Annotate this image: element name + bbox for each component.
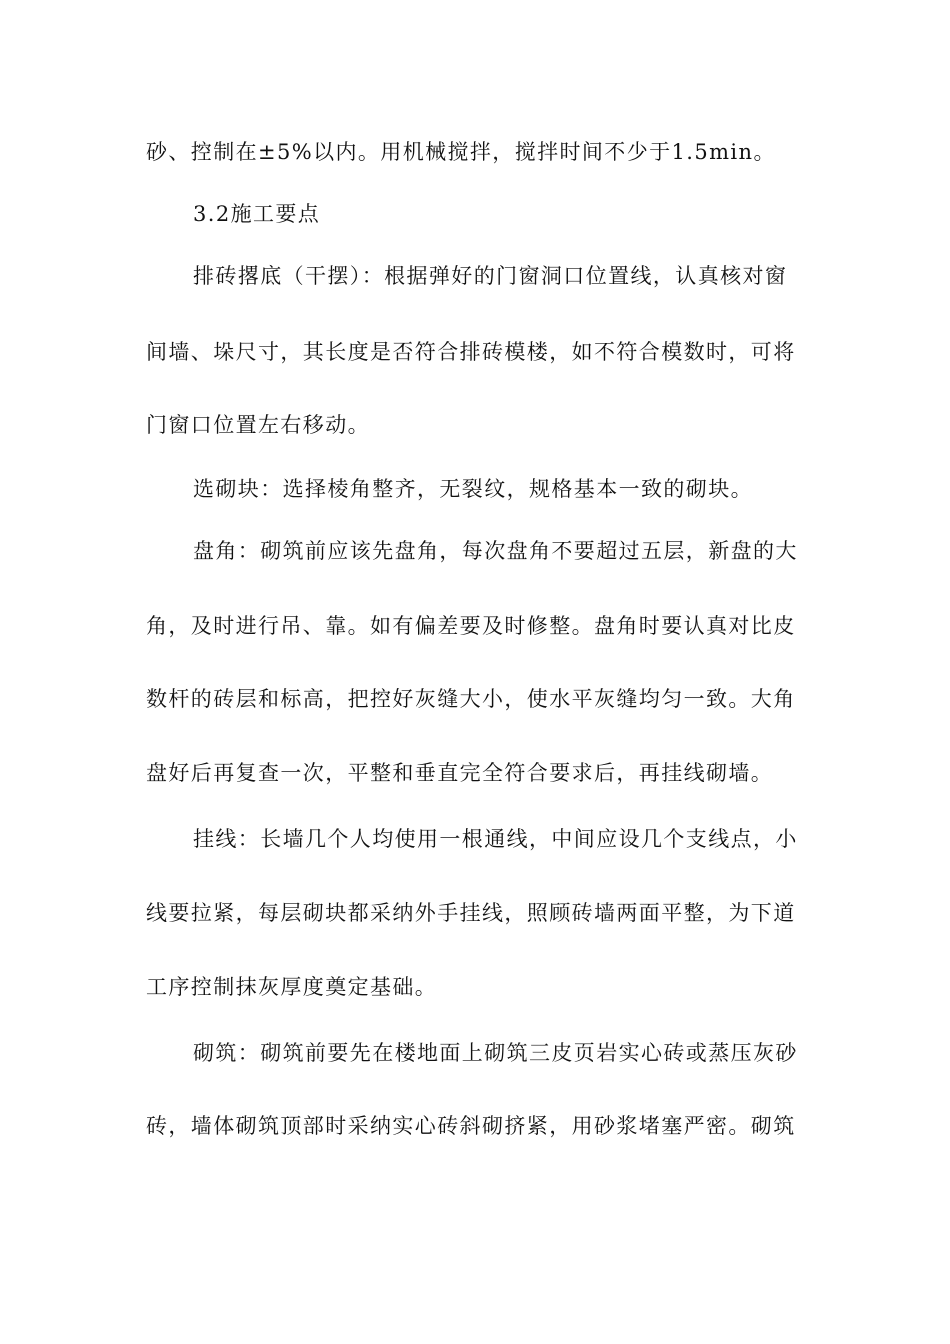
text-line: 挂线：长墙几个人均使用一根通线，中间应设几个支线点，小 [193,827,798,851]
text-line: 线要拉紧，每层砌块都采纳外手挂线，照顾砖墙两面平整，为下道 [146,901,796,925]
text-line: 砂、控制在±5%以内。用机械搅拌，搅拌时间不少于1.5min。 [146,140,776,164]
text-line: 砖，墙体砌筑顶部时采纳实心砖斜砌挤紧，用砂浆堵塞严密。砌筑 [146,1114,796,1138]
text-line: 盘角：砌筑前应该先盘角，每次盘角不要超过五层，新盘的大 [193,539,798,563]
section-heading: 3.2施工要点 [193,202,321,226]
text-line: 间墙、垛尺寸，其长度是否符合排砖模楼，如不符合模数时，可将 [146,340,796,364]
text-line: 工序控制抹灰厚度奠定基础。 [146,975,438,999]
text-line: 数杆的砖层和标高，把控好灰缝大小，使水平灰缝均匀一致。大角 [146,687,796,711]
text-line: 砌筑：砌筑前要先在楼地面上砌筑三皮页岩实心砖或蒸压灰砂 [193,1041,798,1065]
text-line: 选砌块：选择棱角整齐，无裂纹，规格基本一致的砌块。 [193,477,753,501]
text-line: 排砖撂底（干摆）：根据弹好的门窗洞口位置线，认真核对窗 [193,264,788,288]
text-line: 角，及时进行吊、靠。如有偏差要及时修整。盘角时要认真对比皮 [146,614,796,638]
text-line: 盘好后再复查一次，平整和垂直完全符合要求后，再挂线砌墙。 [146,761,774,785]
text-line: 门窗口位置左右移动。 [146,413,370,437]
